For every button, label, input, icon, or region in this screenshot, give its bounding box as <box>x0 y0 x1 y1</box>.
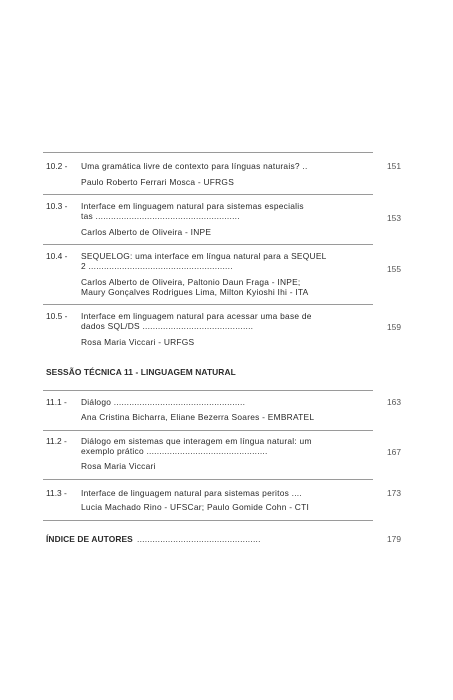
entry-title-continued: tas ........................................................ <box>81 211 240 221</box>
entry-number: 10.3 - <box>46 201 68 211</box>
divider <box>43 194 373 195</box>
entry-authors: Maury Gonçalves Rodrigues Lima, Milton Kyioshi Ihi - ITA <box>81 287 309 297</box>
entry-title-continued: exemplo prático ............................................... <box>81 446 268 456</box>
entry-page: 155 <box>387 264 401 274</box>
divider <box>43 152 373 153</box>
entry-number: 10.4 - <box>46 251 68 261</box>
entry-authors: Rosa Maria Viccari <box>81 461 156 471</box>
index-label: ÍNDICE DE AUTORES <box>46 534 133 544</box>
entry-title-continued: 2 ........................................................ <box>81 261 233 271</box>
divider <box>43 390 373 391</box>
entry-title: Interface em linguagem natural para sistemas especialis <box>81 201 304 211</box>
entry-authors: Paulo Roberto Ferrari Mosca - UFRGS <box>81 177 235 187</box>
entry-authors: Carlos Alberto de Oliveira, Paltonio Daun Fraga - INPE; <box>81 277 301 287</box>
entry-authors: Carlos Alberto de Oliveira - INPE <box>81 227 212 237</box>
entry-page: 153 <box>387 213 401 223</box>
entry-title: Diálogo em sistemas que interagem em língua natural: um <box>81 436 312 446</box>
entry-number: 11.1 - <box>46 397 67 407</box>
entry-page: 163 <box>387 397 401 407</box>
entry-title: Interface em linguagem natural para acessar uma base de <box>81 311 312 321</box>
entry-page: 159 <box>387 322 401 332</box>
entry-number: 10.5 - <box>46 311 68 321</box>
divider <box>43 479 373 480</box>
session-title: SESSÃO TÉCNICA 11 - LINGUAGEM NATURAL <box>46 367 236 377</box>
index-leader: ................................................ <box>137 534 261 544</box>
entry-title: SEQUELOG: uma interface em língua natural para a SEQUEL <box>81 251 327 261</box>
entry-authors: Lucia Machado Rino - UFSCar; Paulo Gomide Cohn - CTI <box>81 502 310 512</box>
index-page: 179 <box>387 534 401 544</box>
entry-title: Diálogo ................................................... <box>81 397 246 407</box>
entry-number: 10.2 - <box>46 161 68 171</box>
entry-number: 11.3 - <box>46 488 67 498</box>
entry-title: Interface de linguagem natural para sistemas peritos .... <box>81 488 302 498</box>
divider <box>43 244 373 245</box>
entry-authors: Rosa Maria Viccari - URFGS <box>81 337 195 347</box>
entry-page: 151 <box>387 161 401 171</box>
entry-title-continued: dados SQL/DS ........................................... <box>81 321 254 331</box>
divider <box>43 304 373 305</box>
entry-page: 167 <box>387 447 401 457</box>
entry-number: 11.2 - <box>46 436 67 446</box>
divider <box>43 430 373 431</box>
divider <box>43 520 373 521</box>
entry-authors: Ana Cristina Bicharra, Eliane Bezerra Soares - EMBRATEL <box>81 412 315 422</box>
entry-title: Uma gramática livre de contexto para línguas naturais? .. <box>81 161 308 171</box>
entry-page: 173 <box>387 488 401 498</box>
